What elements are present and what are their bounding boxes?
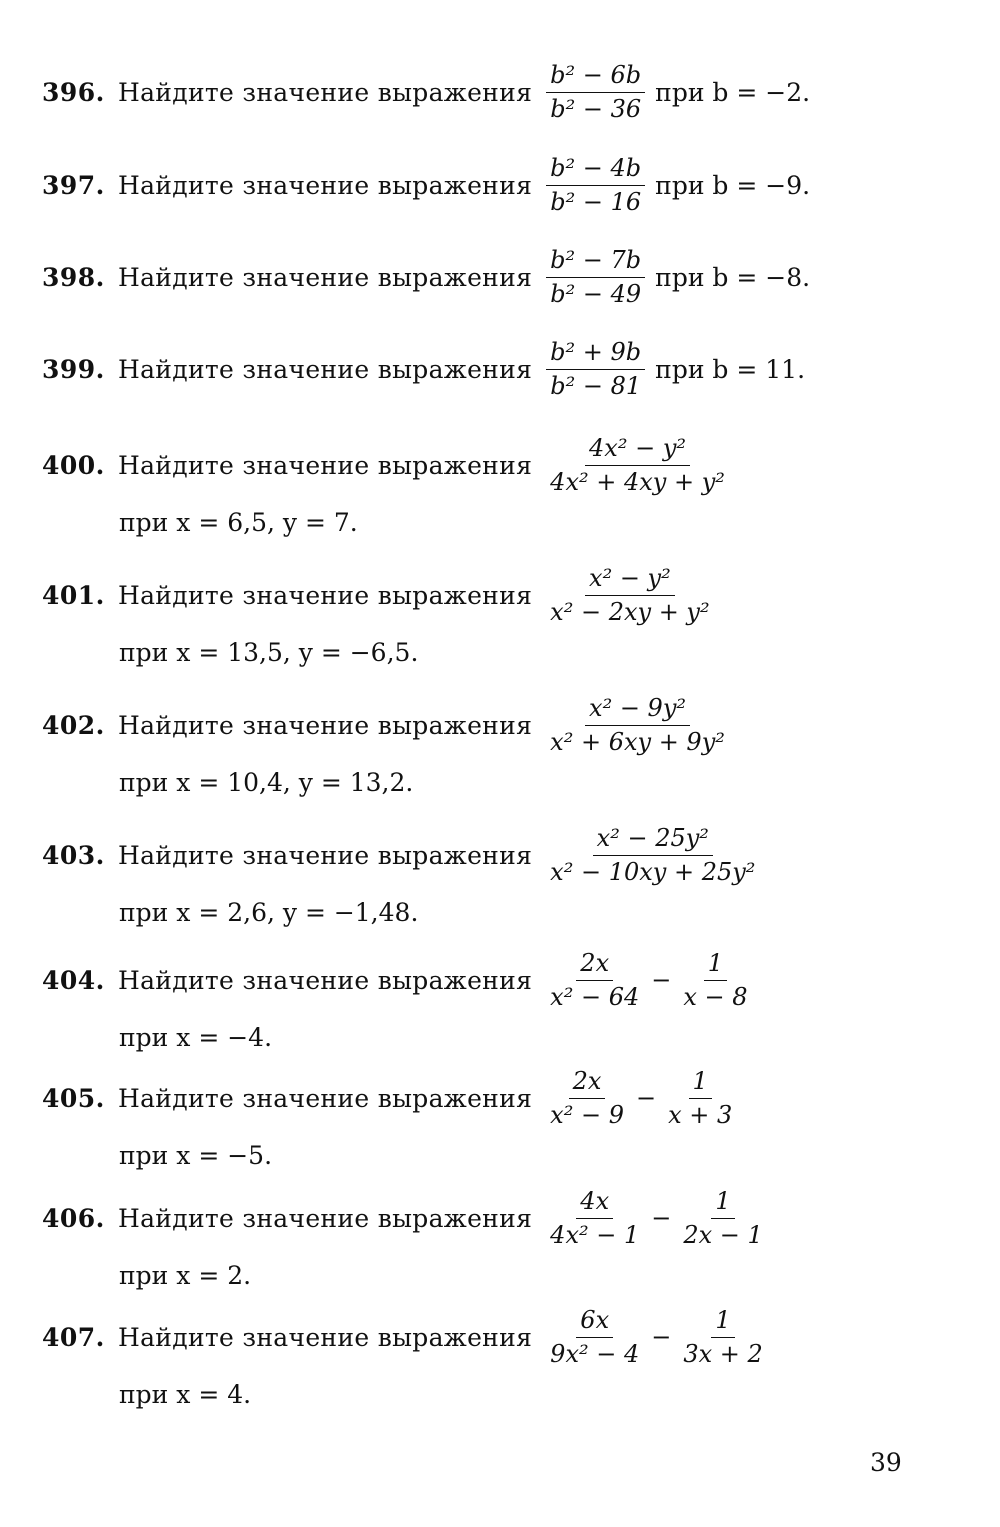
minus-operator: − bbox=[651, 1323, 672, 1351]
problem-number: 402. bbox=[42, 710, 105, 740]
numerator: b² + 9b bbox=[546, 339, 645, 369]
minus-operator: − bbox=[651, 1204, 672, 1232]
problem-number: 401. bbox=[42, 580, 105, 610]
numerator: 1 bbox=[711, 1188, 734, 1218]
numerator: 6x bbox=[576, 1307, 613, 1337]
fraction bbox=[546, 435, 729, 495]
problem-row bbox=[42, 52, 942, 132]
condition: при x = 2. bbox=[119, 1261, 252, 1290]
expression bbox=[546, 1188, 767, 1248]
problem-row bbox=[42, 1058, 942, 1138]
numerator: 1 bbox=[689, 1068, 712, 1098]
fraction bbox=[546, 565, 713, 625]
problem-number: 405. bbox=[42, 1083, 105, 1113]
fraction bbox=[546, 1307, 643, 1367]
fraction bbox=[546, 1188, 643, 1248]
fraction bbox=[546, 339, 645, 399]
condition: при b = 11. bbox=[655, 354, 806, 384]
problem-396 bbox=[42, 52, 942, 132]
denominator: 3x + 2 bbox=[683, 1339, 763, 1368]
expression bbox=[546, 695, 729, 755]
condition: при b = −9. bbox=[655, 170, 811, 200]
expression bbox=[546, 339, 645, 399]
condition: при x = −4. bbox=[119, 1023, 273, 1052]
numerator: x² − 25y² bbox=[593, 825, 713, 855]
fraction bbox=[546, 62, 645, 122]
numerator: 1 bbox=[711, 1307, 734, 1337]
denominator: x + 3 bbox=[668, 1100, 733, 1129]
denominator: x² − 2xy + y² bbox=[550, 597, 710, 626]
fraction bbox=[664, 1068, 736, 1128]
expression bbox=[546, 1068, 736, 1128]
denominator: b² − 36 bbox=[550, 94, 642, 123]
denominator: b² − 49 bbox=[550, 279, 642, 308]
problem-prompt: Найдите значение выражения bbox=[118, 354, 533, 384]
denominator: b² − 16 bbox=[550, 187, 642, 216]
minus-operator: − bbox=[635, 1084, 657, 1112]
problem-prompt: Найдите значение выражения bbox=[118, 840, 533, 870]
expression bbox=[546, 62, 645, 122]
numerator: 2x bbox=[576, 950, 613, 980]
problem-row bbox=[42, 940, 942, 1020]
numerator: 1 bbox=[704, 950, 727, 980]
problem-406 bbox=[42, 1178, 942, 1294]
numerator: 4x² − y² bbox=[585, 435, 690, 465]
fraction bbox=[679, 950, 751, 1010]
condition: при x = 13,5, y = −6,5. bbox=[119, 638, 419, 667]
problem-399 bbox=[42, 329, 942, 409]
denominator: x² − 64 bbox=[550, 982, 640, 1011]
expression bbox=[546, 950, 751, 1010]
expression bbox=[546, 155, 645, 215]
fraction bbox=[546, 825, 759, 885]
problem-prompt: Найдите значение выражения bbox=[118, 450, 533, 480]
condition: при x = 4. bbox=[119, 1380, 252, 1409]
problem-402 bbox=[42, 685, 942, 801]
fraction bbox=[546, 695, 729, 755]
problem-row bbox=[42, 1297, 942, 1377]
problem-row bbox=[42, 1178, 942, 1258]
numerator: b² − 7b bbox=[546, 247, 645, 277]
problem-prompt: Найдите значение выражения bbox=[118, 1322, 533, 1352]
problem-number: 407. bbox=[42, 1322, 105, 1352]
denominator: b² − 81 bbox=[550, 371, 642, 400]
problem-number: 403. bbox=[42, 840, 105, 870]
problem-prompt: Найдите значение выражения bbox=[118, 1083, 533, 1113]
denominator: x² − 9 bbox=[550, 1100, 624, 1129]
fraction bbox=[546, 247, 645, 307]
problem-row bbox=[42, 815, 942, 895]
problem-prompt: Найдите значение выражения bbox=[118, 710, 533, 740]
problem-397 bbox=[42, 145, 942, 225]
condition: при b = −2. bbox=[655, 77, 811, 107]
denominator: 2x − 1 bbox=[683, 1220, 763, 1249]
condition: при x = −5. bbox=[119, 1141, 273, 1170]
problem-prompt: Найдите значение выражения bbox=[118, 580, 533, 610]
fraction bbox=[546, 155, 645, 215]
problem-row bbox=[42, 145, 942, 225]
fraction bbox=[546, 1068, 628, 1128]
problem-prompt: Найдите значение выражения bbox=[118, 262, 533, 292]
numerator: 2x bbox=[569, 1068, 606, 1098]
problem-number: 404. bbox=[42, 965, 105, 995]
problem-401 bbox=[42, 555, 942, 671]
numerator: x² − 9y² bbox=[585, 695, 690, 725]
problem-prompt: Найдите значение выражения bbox=[118, 965, 533, 995]
denominator: x² + 6xy + 9y² bbox=[550, 727, 725, 756]
numerator: b² − 4b bbox=[546, 155, 645, 185]
problem-prompt: Найдите значение выражения bbox=[118, 1203, 533, 1233]
expression bbox=[546, 1307, 767, 1367]
numerator: 4x bbox=[576, 1188, 613, 1218]
problem-403 bbox=[42, 815, 942, 931]
problem-row bbox=[42, 425, 942, 505]
condition: при b = −8. bbox=[655, 262, 811, 292]
problem-400 bbox=[42, 425, 942, 541]
denominator: x − 8 bbox=[683, 982, 748, 1011]
problem-prompt: Найдите значение выражения bbox=[118, 77, 533, 107]
expression bbox=[546, 247, 645, 307]
problem-number: 398. bbox=[42, 262, 105, 292]
expression bbox=[546, 435, 729, 495]
problem-number: 399. bbox=[42, 354, 105, 384]
problem-row bbox=[42, 329, 942, 409]
denominator: 4x² + 4xy + y² bbox=[550, 467, 725, 496]
problem-row bbox=[42, 555, 942, 635]
numerator: b² − 6b bbox=[546, 62, 645, 92]
fraction bbox=[679, 1188, 766, 1248]
problem-row bbox=[42, 237, 942, 317]
fraction bbox=[679, 1307, 766, 1367]
problem-404 bbox=[42, 940, 942, 1056]
problem-407 bbox=[42, 1297, 942, 1413]
denominator: x² − 10xy + 25y² bbox=[550, 857, 756, 886]
condition: при x = 10,4, y = 13,2. bbox=[119, 768, 414, 797]
minus-operator: − bbox=[651, 966, 672, 994]
problem-405 bbox=[42, 1058, 942, 1174]
problem-row bbox=[42, 685, 942, 765]
page-number: 39 bbox=[870, 1448, 902, 1477]
problem-number: 396. bbox=[42, 77, 105, 107]
denominator: 4x² − 1 bbox=[550, 1220, 640, 1249]
numerator: x² − y² bbox=[585, 565, 675, 595]
denominator: 9x² − 4 bbox=[550, 1339, 640, 1368]
condition: при x = 6,5, y = 7. bbox=[119, 508, 358, 537]
problem-number: 397. bbox=[42, 170, 105, 200]
problem-number: 400. bbox=[42, 450, 105, 480]
fraction bbox=[546, 950, 643, 1010]
expression bbox=[546, 565, 713, 625]
expression bbox=[546, 825, 759, 885]
problem-398 bbox=[42, 237, 942, 317]
problem-prompt: Найдите значение выражения bbox=[118, 170, 533, 200]
problem-number: 406. bbox=[42, 1203, 105, 1233]
condition: при x = 2,6, y = −1,48. bbox=[119, 898, 419, 927]
